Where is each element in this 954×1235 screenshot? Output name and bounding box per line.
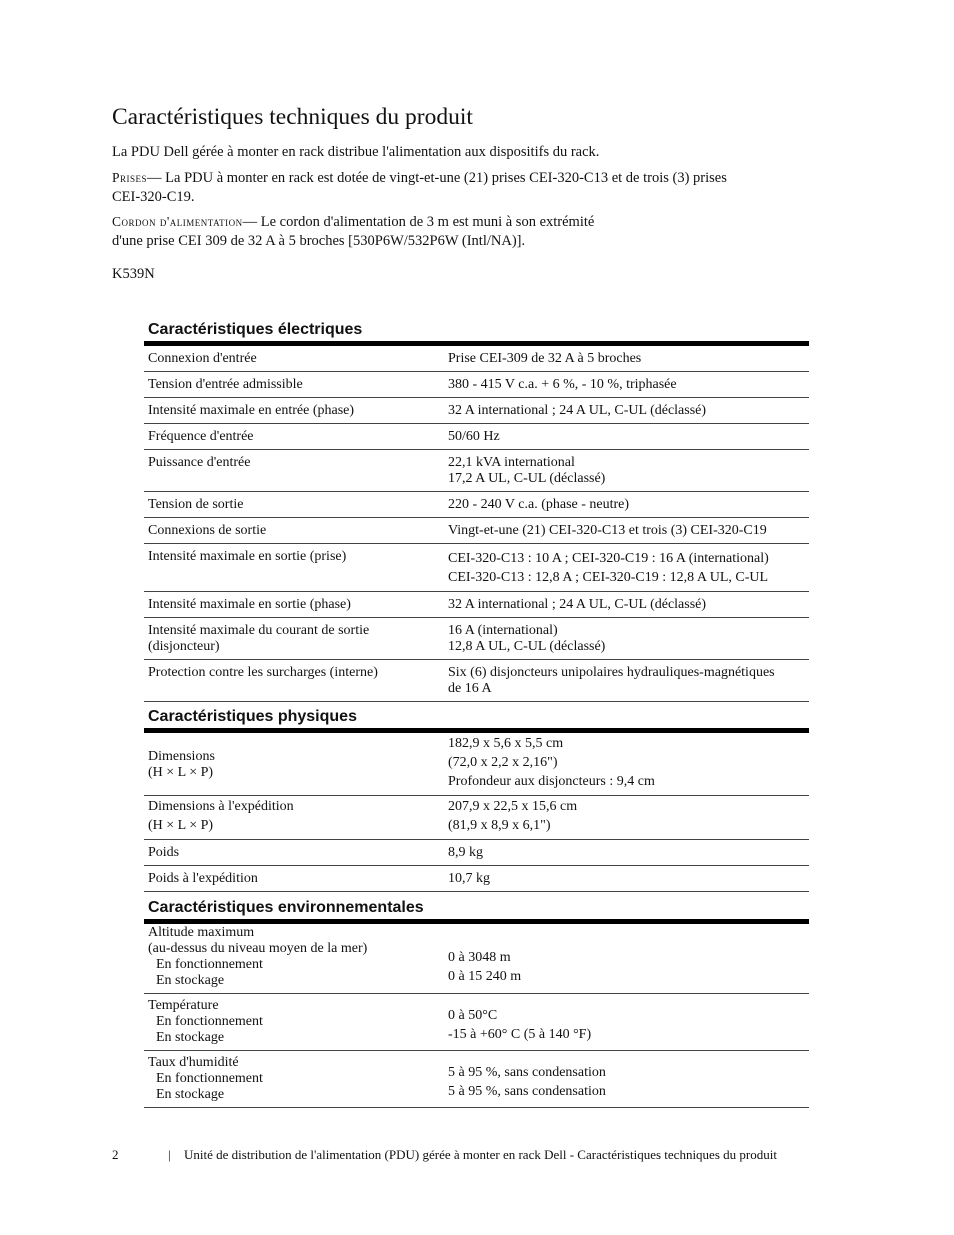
- spec-value: [440, 731, 809, 796]
- spec-value: Vingt-et-une (21) CEI-320-C13 et trois (3) CEI-320-C19: [440, 518, 809, 544]
- spec-value-line: Six (6) disjoncteurs unipolaires hydrauliques-magnétiques: [448, 665, 775, 680]
- cordon-label: Cordon d'alimentation: [112, 214, 243, 229]
- spec-key-line: Température: [148, 998, 219, 1013]
- page-title: Caractéristiques techniques du produit: [112, 104, 473, 130]
- table-row: [144, 660, 809, 702]
- spec-value: [440, 796, 809, 840]
- spec-value: 380 - 415 V c.a. + 6 %, - 10 %, triphasée: [440, 372, 809, 398]
- spec-value-line: Profondeur aux disjoncteurs : 9,4 cm: [448, 774, 655, 789]
- spec-key: Intensité maximale en entrée (phase): [144, 398, 440, 424]
- electrical-table: [144, 341, 809, 702]
- spec-value-line: 5 à 95 %, sans condensation: [448, 1084, 606, 1099]
- spec-value: [440, 994, 809, 1051]
- spec-value-line: 12,8 A UL, C-UL (déclassé): [448, 639, 606, 654]
- table-row: [144, 866, 809, 892]
- spec-value-line: 182,9 x 5,6 x 5,5 cm: [448, 736, 564, 751]
- spec-value-line: 17,2 A UL, C-UL (déclassé): [448, 471, 606, 486]
- table-row: [144, 424, 809, 450]
- table-row: [144, 731, 809, 796]
- prises-paragraph: [112, 168, 727, 207]
- spec-key: Tension de sortie: [144, 492, 440, 518]
- spec-key: [144, 618, 440, 660]
- spec-key: Tension d'entrée admissible: [144, 372, 440, 398]
- spec-key-line: (H × L × P): [148, 818, 214, 833]
- cordon-paragraph: [112, 212, 594, 251]
- table-row: [144, 1051, 809, 1108]
- spec-value-line: 5 à 95 %, sans condensation: [448, 1065, 606, 1080]
- spec-key-line: En fonctionnement: [156, 957, 263, 972]
- spec-key-line: En stockage: [156, 973, 225, 988]
- spec-key-line: (H × L × P): [148, 764, 214, 780]
- prises-label: Prises: [112, 170, 148, 185]
- spec-key: [144, 922, 440, 994]
- footer-text: Unité de distribution de l'alimentation (PDU) gérée à monter en rack Dell - Caractéristiques techniques du produit: [184, 1147, 777, 1162]
- spec-value: 10,7 kg: [440, 866, 809, 892]
- spec-key-line: Intensité maximale du courant de sortie: [148, 623, 370, 638]
- spec-value: [440, 450, 809, 492]
- spec-value-line: 207,9 x 22,5 x 15,6 cm: [448, 799, 578, 814]
- table-row: [144, 796, 809, 840]
- spec-value-line: 0 à 50°C: [448, 1008, 498, 1023]
- spec-value-line: 0 à 15 240 m: [448, 969, 522, 984]
- spec-key: Connexion d'entrée: [144, 344, 440, 372]
- spec-value-line: 16 A (international): [448, 623, 558, 638]
- table-row: [144, 544, 809, 592]
- spec-key-line: (au-dessus du niveau moyen de la mer): [148, 941, 368, 956]
- table-row: [144, 840, 809, 866]
- spec-value-line: de 16 A: [448, 681, 492, 696]
- spec-value: [440, 922, 809, 994]
- spec-key-line: En fonctionnement: [156, 1071, 263, 1086]
- spec-value: 8,9 kg: [440, 840, 809, 866]
- spec-key: Poids: [144, 840, 440, 866]
- spec-value: 32 A international ; 24 A UL, C-UL (déclassé): [440, 398, 809, 424]
- spec-value-line: CEI-320-C13 : 10 A ; CEI-320-C19 : 16 A (international): [448, 551, 769, 566]
- spec-value: [440, 1051, 809, 1108]
- spec-value-line: 22,1 kVA international: [448, 455, 575, 470]
- spec-key-line: En stockage: [156, 1087, 225, 1102]
- environmental-table: [144, 919, 809, 1108]
- table-row: [144, 518, 809, 544]
- spec-value-line: (81,9 x 8,9 x 6,1"): [448, 818, 551, 833]
- electrical-section: [144, 319, 809, 702]
- spec-value: Prise CEI-309 de 32 A à 5 broches: [440, 344, 809, 372]
- spec-key: Puissance d'entrée: [144, 450, 440, 492]
- cordon-text-line2: d'une prise CEI 309 de 32 A à 5 broches [530P6W/532P6W (Intl/NA)].: [112, 233, 526, 249]
- spec-key: Protection contre les surcharges (interne): [144, 660, 440, 702]
- spec-key-line: Altitude maximum: [148, 925, 255, 940]
- model-number: K539N: [112, 266, 155, 282]
- spec-key: [144, 796, 440, 840]
- spec-key: [144, 1051, 440, 1108]
- spec-key: [144, 731, 440, 796]
- footer-separator: |: [168, 1147, 171, 1162]
- table-row: [144, 372, 809, 398]
- spec-key-line: En stockage: [156, 1030, 225, 1045]
- spec-key-line: Dimensions à l'expédition: [148, 799, 294, 814]
- spec-value: 32 A international ; 24 A UL, C-UL (déclassé): [440, 592, 809, 618]
- spec-key: [144, 994, 440, 1051]
- spec-value-line: (72,0 x 2,2 x 2,16"): [448, 755, 558, 770]
- physical-section: [144, 706, 809, 892]
- spec-key: Connexions de sortie: [144, 518, 440, 544]
- table-row: [144, 592, 809, 618]
- spec-key: Poids à l'expédition: [144, 866, 440, 892]
- electrical-title: Caractéristiques électriques: [148, 321, 363, 338]
- environmental-section: [144, 897, 809, 1108]
- spec-value: [440, 618, 809, 660]
- spec-key: Intensité maximale en sortie (phase): [144, 592, 440, 618]
- intro-paragraph: La PDU Dell gérée à monter en rack distribue l'alimentation aux dispositifs du rack.: [112, 144, 600, 160]
- prises-text-line2: CEI-320-C19.: [112, 189, 195, 205]
- table-row: [144, 922, 809, 994]
- spec-value: [440, 544, 809, 592]
- prises-text-line1: — La PDU à monter en rack est dotée de vingt-et-une (21) prises CEI-320-C13 et de trois (3) prises: [147, 170, 727, 186]
- page-number: 2: [112, 1147, 119, 1162]
- spec-key-line: Taux d'humidité: [148, 1055, 239, 1070]
- table-row: [144, 492, 809, 518]
- table-row: [144, 450, 809, 492]
- spec-key: Fréquence d'entrée: [144, 424, 440, 450]
- spec-value-line: 0 à 3048 m: [448, 950, 511, 965]
- spec-key-line: (disjoncteur): [148, 639, 220, 654]
- spec-value: 220 - 240 V c.a. (phase - neutre): [440, 492, 809, 518]
- spec-value: 50/60 Hz: [440, 424, 809, 450]
- spec-value: [440, 660, 809, 702]
- table-row: [144, 344, 809, 372]
- environmental-title: Caractéristiques environnementales: [148, 899, 424, 916]
- physical-table: [144, 728, 809, 892]
- table-row: [144, 398, 809, 424]
- physical-title: Caractéristiques physiques: [148, 708, 357, 725]
- table-row: [144, 994, 809, 1051]
- table-row: [144, 618, 809, 660]
- spec-key-line: Dimensions: [148, 748, 215, 764]
- cordon-text-line1: — Le cordon d'alimentation de 3 m est muni à son extrémité: [242, 214, 595, 230]
- spec-value-line: -15 à +60° C (5 à 140 °F): [448, 1027, 592, 1042]
- spec-value-line: CEI-320-C13 : 12,8 A ; CEI-320-C19 : 12,8 A UL, C-UL: [448, 570, 769, 585]
- spec-key: Intensité maximale en sortie (prise): [144, 544, 440, 592]
- spec-key-line: En fonctionnement: [156, 1014, 263, 1029]
